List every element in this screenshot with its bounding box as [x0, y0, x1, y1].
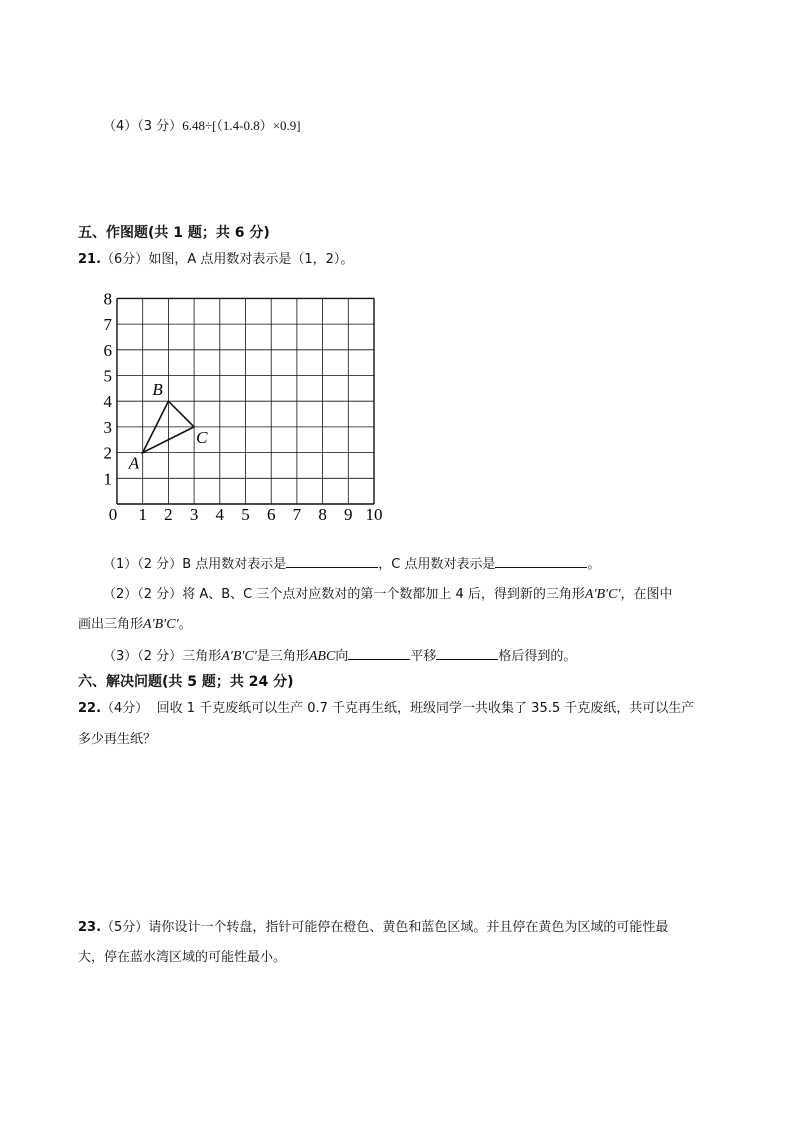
x-tick-label: 8	[318, 505, 327, 524]
x-tick-label: 6	[266, 505, 276, 524]
section-5-title: 五、作图题(共 1 题；共 6 分)	[78, 225, 270, 241]
grid-lines	[117, 298, 374, 504]
point-label-a: A	[128, 453, 140, 473]
text: 平移	[410, 649, 437, 664]
x-tick-label: 3	[189, 505, 199, 524]
question-23-line2: 大，停在蓝水湾区域的可能性最小。	[78, 950, 287, 965]
y-tick-label: 7	[103, 315, 112, 335]
coordinate-grid	[95, 285, 395, 530]
sub-question-label: （3）（2 分）	[103, 649, 183, 664]
question-21-1	[103, 553, 600, 572]
sub-question-label: （1）（2 分）	[103, 557, 183, 572]
question-score: （4分）	[101, 701, 149, 716]
y-tick-label: 3	[103, 417, 112, 437]
answer-blank-direction[interactable]	[348, 647, 410, 660]
question-score: （6分）	[101, 252, 149, 267]
point-label-c: C	[196, 427, 208, 447]
text: 三角形	[182, 649, 222, 664]
x-tick-label: 0	[108, 505, 118, 524]
x-tick-label: 10	[365, 505, 383, 524]
x-tick-label: 4	[215, 505, 225, 524]
answer-blank-c[interactable]	[495, 555, 587, 568]
triangle-name: A′B′C′	[221, 649, 257, 664]
sub-question-label: （2）（2 分）	[103, 587, 183, 602]
x-tick-label: 2	[164, 505, 173, 524]
x-axis-ticks	[109, 505, 383, 524]
y-tick-label: 2	[103, 443, 112, 463]
text: B 点用数对表示是	[182, 557, 287, 572]
sub-question-label: （4）（3 分）	[103, 119, 183, 134]
question-number: 23.	[78, 920, 102, 935]
question-text: 回收 1 千克废纸可以生产 0.7 千克再生纸，班级同学一共收集了 35.5 千克废纸，共可以生产	[156, 701, 695, 716]
question-23-line1	[78, 916, 668, 935]
question-20-4	[103, 115, 301, 134]
y-tick-label: 6	[103, 340, 112, 360]
question-score: （5分）	[101, 920, 149, 935]
x-tick-label: 9	[344, 505, 353, 524]
x-tick-label: 7	[292, 505, 302, 524]
text: 格后得到的。	[498, 649, 577, 664]
math-expression: 6.48÷[（1.4-0.8）×0.9]	[182, 118, 301, 133]
question-text: 请你设计一个转盘，指针可能停在橙色、黄色和蓝色区域。并且停在黄色为区域的可能性最	[148, 920, 669, 935]
point-labels	[128, 380, 208, 472]
question-22-line1	[78, 697, 694, 716]
question-21-2-line1	[103, 583, 673, 603]
triangle-name: A′B′C′	[584, 587, 621, 602]
triangle-name: ABC	[308, 649, 336, 664]
question-21-stem	[78, 248, 353, 267]
section-6-title: 六、解决问题(共 5 题；共 24 分)	[78, 674, 294, 690]
triangle-name: A′B′C′	[143, 617, 179, 632]
question-number: 22.	[78, 701, 102, 716]
text: 画出三角形	[78, 617, 144, 632]
text: 将 A、B、C 三个点对应数对的第一个数都加上 4 后，得到新的三角形	[182, 587, 585, 602]
question-text: 如图，A 点用数对表示是（1，2）。	[148, 252, 354, 267]
y-tick-label: 8	[103, 289, 112, 309]
answer-blank-b[interactable]	[286, 555, 378, 568]
x-tick-label: 5	[241, 505, 250, 524]
question-21-3	[103, 645, 576, 665]
answer-blank-distance[interactable]	[436, 647, 498, 660]
point-label-b: B	[152, 380, 163, 400]
y-tick-label: 4	[103, 392, 112, 412]
question-22-line2: 多少再生纸？	[78, 732, 157, 747]
text: ，在图中	[620, 587, 673, 602]
y-axis-ticks	[104, 289, 113, 488]
x-tick-label: 1	[138, 505, 147, 524]
question-number: 21.	[78, 252, 102, 267]
question-21-2-line2	[78, 613, 192, 633]
y-tick-label: 5	[103, 366, 112, 386]
text: 。	[178, 617, 192, 632]
text: 向	[335, 649, 349, 664]
text: ，C 点用数对表示是	[378, 557, 496, 572]
y-tick-label: 1	[103, 469, 112, 489]
text: 。	[587, 557, 601, 572]
text: 是三角形	[256, 649, 309, 664]
